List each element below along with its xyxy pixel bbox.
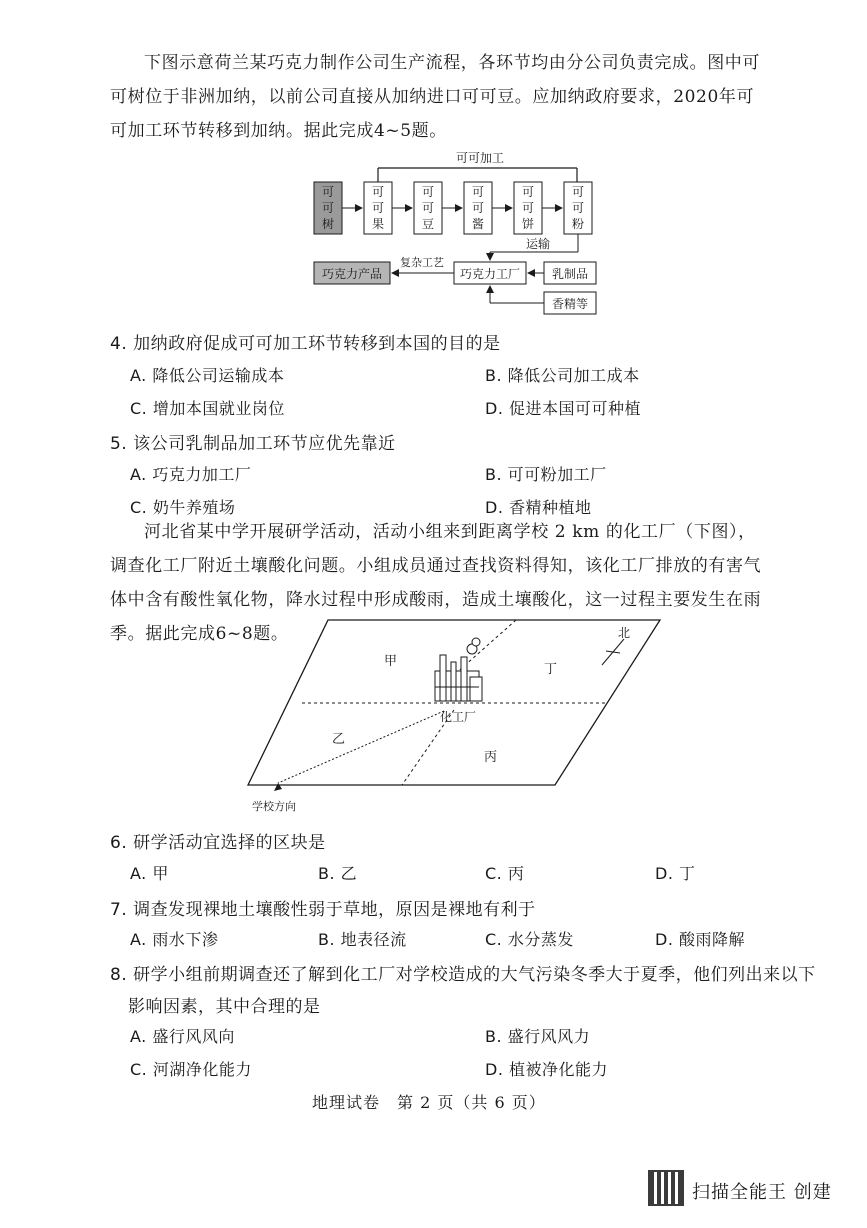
block-ding: 丁 xyxy=(544,662,558,677)
north-label: 北 xyxy=(618,626,631,640)
question-7-stem: 7. 调查发现裸地土壤酸性弱于草地，原因是裸地有利于 xyxy=(110,900,536,920)
product-label: 巧克力产品 xyxy=(321,267,383,281)
factory-label: 巧克力工厂 xyxy=(459,267,521,281)
svg-text:饼: 饼 xyxy=(521,217,535,231)
q6-option-a[interactable]: A. 甲 xyxy=(130,864,169,883)
q5-option-d[interactable]: D. 香精种植地 xyxy=(485,498,592,517)
qr-code-icon xyxy=(648,1170,684,1206)
q8-option-a[interactable]: A. 盛行风风向 xyxy=(130,1027,235,1046)
q4-option-a[interactable]: A. 降低公司运输成本 xyxy=(130,366,285,385)
svg-text:可: 可 xyxy=(371,201,385,215)
q4-option-b[interactable]: B. 降低公司加工成本 xyxy=(485,366,640,385)
north-arrow-icon xyxy=(602,626,630,665)
q6-option-d[interactable]: D. 丁 xyxy=(655,864,696,883)
q5-option-c[interactable]: C. 奶牛养殖场 xyxy=(130,498,236,517)
intro-paragraph-1: 下图示意荷兰某巧克力制作公司生产流程，各环节均由分公司负责完成。图中可可树位于非洲加纳，以前公司直接从加纳进口可可豆。应加纳政府要求，2020年可可加工环节转移到加纳。据此完成4~5题。 xyxy=(110,53,760,141)
block-yi: 乙 xyxy=(332,732,346,747)
scanner-brand: 扫描全能王 创建 xyxy=(692,1182,832,1203)
q7-option-a[interactable]: A. 雨水下渗 xyxy=(130,930,219,949)
transport-label: 运输 xyxy=(525,237,551,251)
intro-paragraph-2: 河北省某中学开展研学活动，活动小组来到距离学校 2 km 的化工厂（下图），调查化工厂附近土壤酸化问题。小组成员通过查找资料得知，该化工厂排放的有害气体中含有酸性氧化物，降水过程中形成酸雨，造成土壤酸化，这一过程主要发生在雨季。据此完成6~8题。 xyxy=(110,522,762,644)
svg-text:可: 可 xyxy=(571,201,585,215)
q7-option-c[interactable]: C. 水分蒸发 xyxy=(485,930,574,949)
svg-text:粉: 粉 xyxy=(571,217,585,231)
svg-text:豆: 豆 xyxy=(421,217,435,231)
svg-text:可: 可 xyxy=(471,185,485,199)
svg-text:果: 果 xyxy=(371,217,385,231)
q5-option-b[interactable]: B. 可可粉加工厂 xyxy=(485,465,607,484)
svg-text:可: 可 xyxy=(521,185,535,199)
svg-text:酱: 酱 xyxy=(471,217,485,231)
process-label: 可可加工 xyxy=(455,151,505,165)
svg-text:可: 可 xyxy=(521,201,535,215)
q6-option-c[interactable]: C. 丙 xyxy=(485,864,525,883)
school-direction-label: 学校方向 xyxy=(252,800,296,813)
question-5-stem: 5. 该公司乳制品加工环节应优先靠近 xyxy=(110,434,396,454)
dairy-label: 乳制品 xyxy=(551,267,589,281)
q8-option-b[interactable]: B. 盛行风风力 xyxy=(485,1027,591,1046)
svg-text:可: 可 xyxy=(371,185,385,199)
question-4-stem: 4. 加纳政府促成可可加工环节转移到本国的目的是 xyxy=(110,334,501,354)
q4-option-d[interactable]: D. 促进本国可可种植 xyxy=(485,399,641,418)
q8-option-c[interactable]: C. 河湖净化能力 xyxy=(130,1060,252,1079)
chemical-plant-map xyxy=(240,615,670,815)
q8-option-d[interactable]: D. 植被净化能力 xyxy=(485,1060,608,1079)
q4-option-c[interactable]: C. 增加本国就业岗位 xyxy=(130,399,285,418)
q7-option-d[interactable]: D. 酸雨降解 xyxy=(655,930,745,949)
question-6-stem: 6. 研学活动宜选择的区块是 xyxy=(110,833,326,853)
cocoa-tree-1: 可 xyxy=(321,185,335,199)
question-8-stem-line-1: 8. 研学小组前期调查还了解到化工厂对学校造成的大气污染冬季大于夏季，他们列出来以下 xyxy=(110,965,816,985)
cocoa-tree-2: 可 xyxy=(321,201,335,215)
svg-text:可: 可 xyxy=(571,185,585,199)
essence-label: 香精等 xyxy=(551,297,589,311)
factory-label: 化工厂 xyxy=(440,710,477,724)
factory-icon xyxy=(435,638,482,701)
svg-text:可: 可 xyxy=(421,201,435,215)
block-jia: 甲 xyxy=(384,654,398,669)
question-8-stem-line-2: 影响因素，其中合理的是 xyxy=(128,997,321,1017)
svg-text:可: 可 xyxy=(421,185,435,199)
block-bing: 丙 xyxy=(484,750,498,765)
cocoa-tree-3: 树 xyxy=(321,217,335,231)
page-footer: 地理试卷 第 2 页（共 6 页） xyxy=(312,1093,546,1112)
complex-label: 复杂工艺 xyxy=(400,256,444,269)
chocolate-flow-diagram xyxy=(300,148,610,318)
q5-option-a[interactable]: A. 巧克力加工厂 xyxy=(130,465,252,484)
svg-text:可: 可 xyxy=(471,201,485,215)
q7-option-b[interactable]: B. 地表径流 xyxy=(318,930,407,949)
q6-option-b[interactable]: B. 乙 xyxy=(318,864,358,883)
